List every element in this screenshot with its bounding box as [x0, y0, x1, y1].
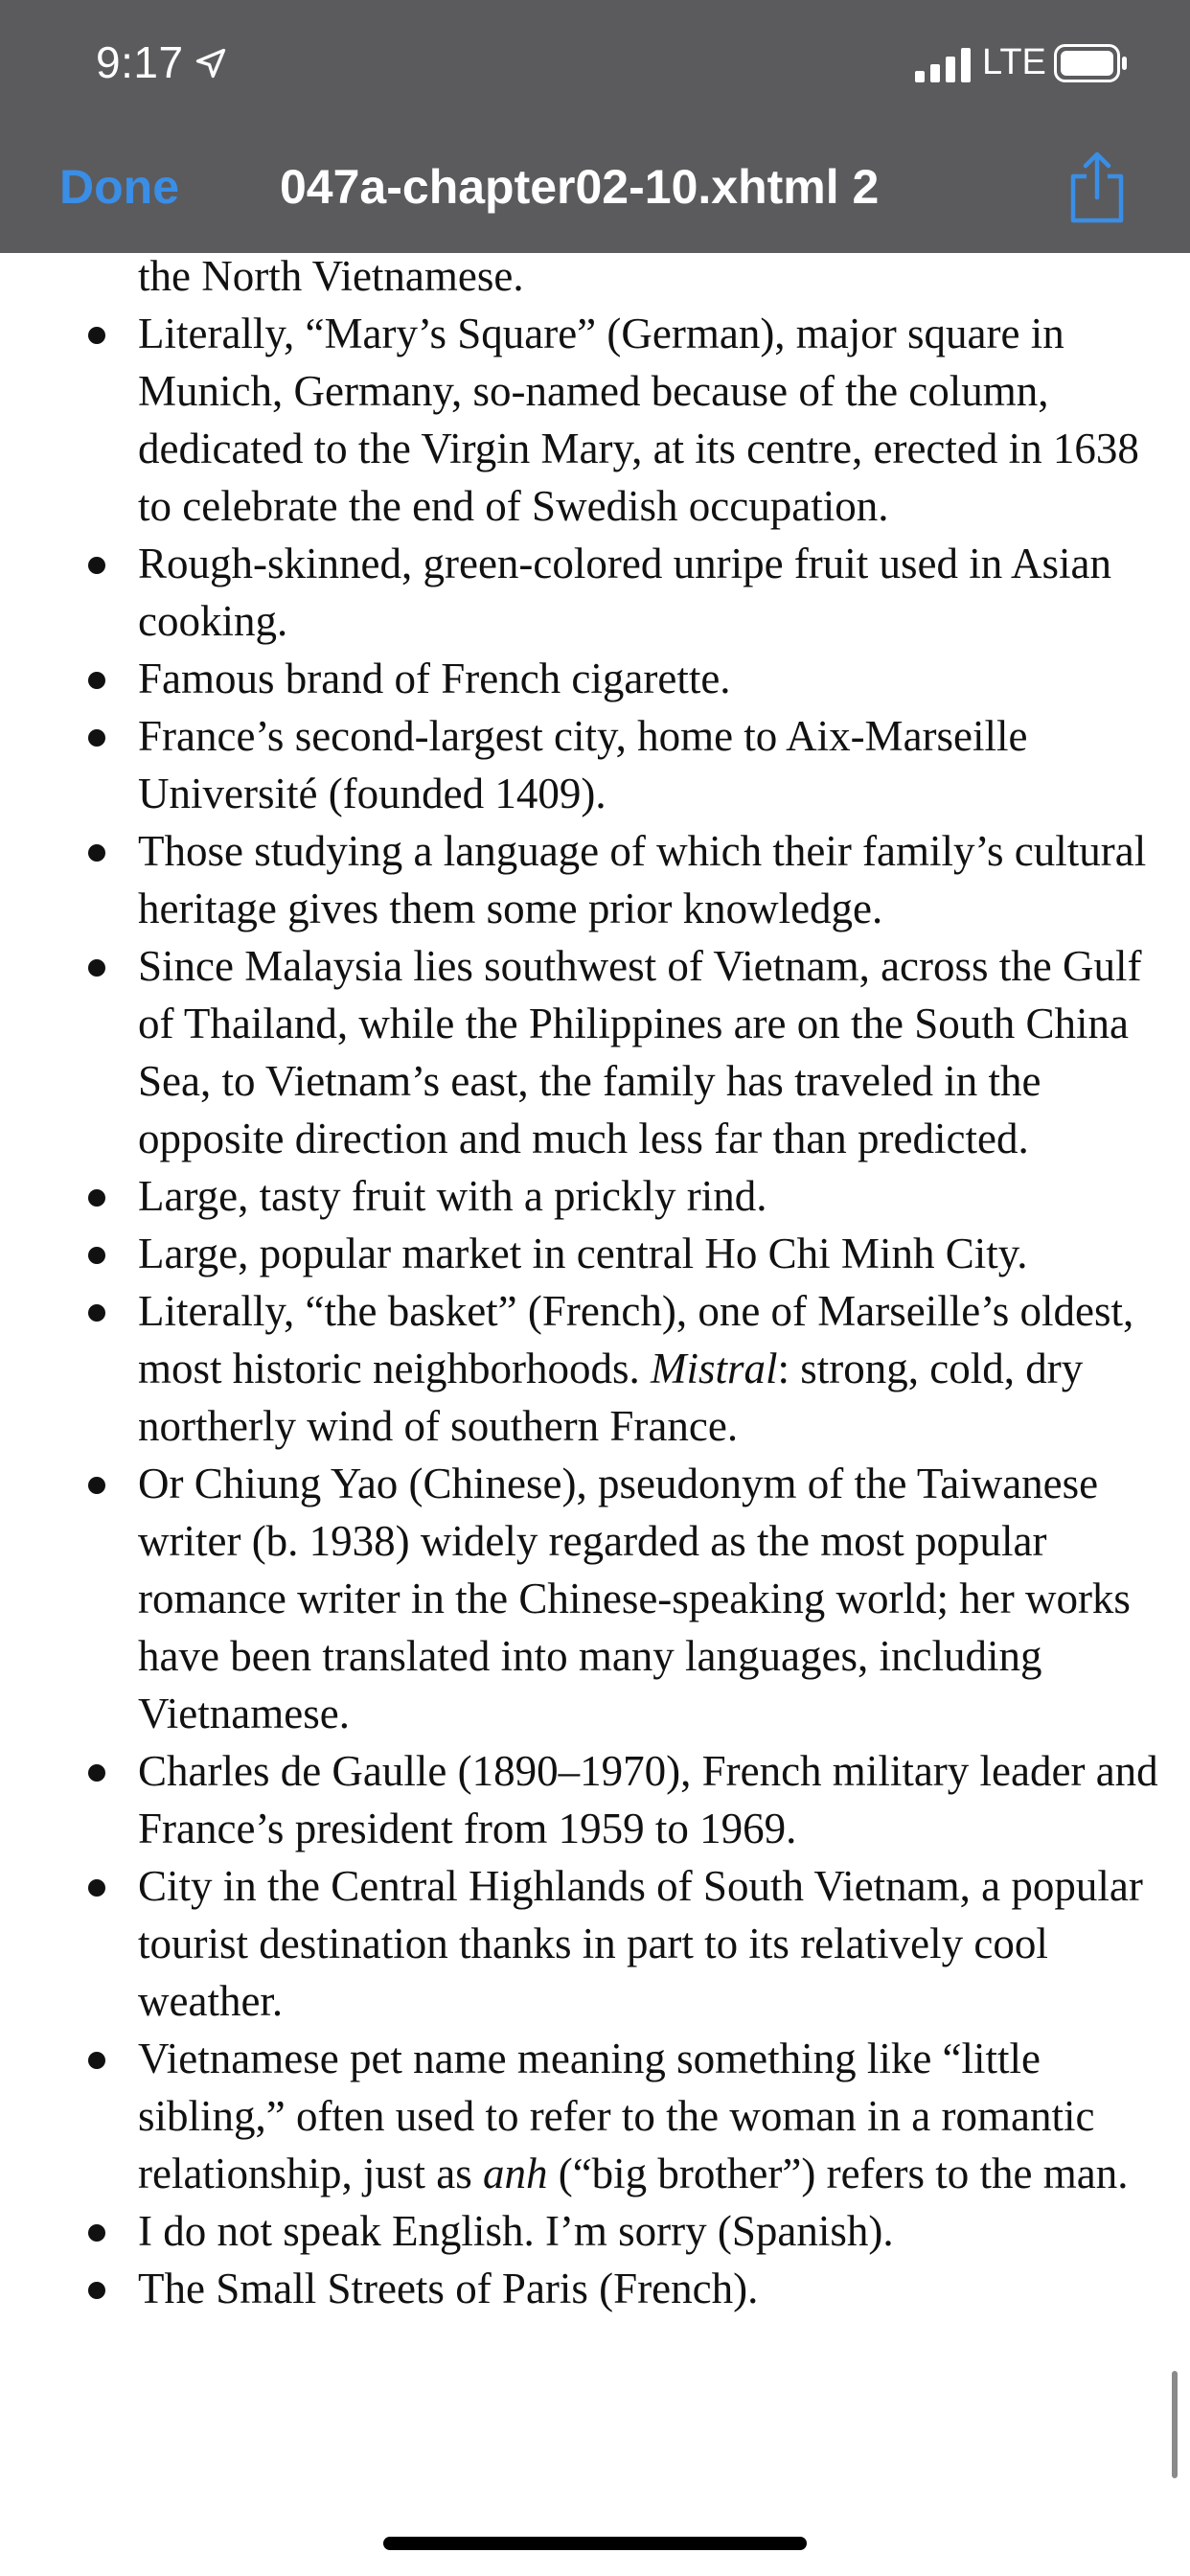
- continuation-text: the North Vietnamese.: [138, 253, 524, 300]
- note-text: (“big brother”) refers to the man.: [547, 2150, 1129, 2197]
- list-item: Large, tasty fruit with a prickly rind.: [0, 1167, 1190, 1225]
- home-indicator[interactable]: [383, 2537, 807, 2550]
- note-text: Vietnamese pet name meaning something like “little sibling,” often used to refer to the woman in a romantic relationship, just as: [138, 2035, 1095, 2197]
- list-item: Rough-skinned, green-colored unripe fruit used in Asian cooking.: [0, 535, 1190, 650]
- note-italic-term: anh: [482, 2150, 548, 2197]
- note-text: Literally, “the basket” (French), one of Marseille’s oldest, most historic neighborhoods.: [138, 1287, 1134, 1392]
- list-item: Those studying a language of which their family’s cultural heritage gives them some prior knowledge.: [0, 822, 1190, 937]
- scroll-indicator[interactable]: [1172, 2371, 1178, 2478]
- top-bar: [0, 0, 1190, 253]
- list-item: Literally, “Mary’s Square” (German), major square in Munich, Germany, so-named because of the column, dedicated to the Virgin Mary, at its centre, erected in 1638 to celebrate the end of Swedish occupation.: [0, 305, 1190, 535]
- share-icon[interactable]: [1065, 151, 1129, 224]
- document-title: 047a-chapter02-10.xhtml 2: [280, 160, 880, 214]
- network-label: LTE: [982, 42, 1046, 82]
- note-italic-term: Mistral: [650, 1345, 778, 1392]
- list-item: Large, popular market in central Ho Chi Minh City.: [0, 1225, 1190, 1282]
- signal-bars-icon: [915, 48, 974, 82]
- notes-list: [0, 305, 1190, 2317]
- done-button[interactable]: Done: [59, 160, 179, 214]
- document-content: [0, 253, 1190, 2515]
- list-item: Since Malaysia lies southwest of Vietnam, across the Gulf of Thailand, while the Philippines are on the South China Sea, to Vietnam’s east, the family has traveled in the opposite direction and much less far than predicted.: [0, 937, 1190, 1167]
- list-item: [0, 2030, 1190, 2202]
- location-arrow-icon: [194, 46, 228, 80]
- list-item: I do not speak English. I’m sorry (Spanish).: [0, 2202, 1190, 2260]
- list-item: City in the Central Highlands of South Vietnam, a popular tourist destination thanks in part to its relatively cool weather.: [0, 1857, 1190, 2030]
- status-time: 9:17: [96, 37, 184, 87]
- list-item: Charles de Gaulle (1890–1970), French military leader and France’s president from 1959 to 1969.: [0, 1742, 1190, 1857]
- list-item: France’s second-largest city, home to Aix-Marseille Université (founded 1409).: [0, 707, 1190, 822]
- list-item: [0, 1282, 1190, 1455]
- list-item: The Small Streets of Paris (French).: [0, 2260, 1190, 2317]
- list-item: Famous brand of French cigarette.: [0, 650, 1190, 707]
- note-text: : strong, cold, dry northerly wind of southern France.: [138, 1345, 1084, 1450]
- list-item: Or Chiung Yao (Chinese), pseudonym of the Taiwanese writer (b. 1938) widely regarded as the most popular romance writer in the Chinese-speaking world; her works have been translated into many languages, including Vietnamese.: [0, 1455, 1190, 1742]
- battery-icon: [1054, 44, 1129, 82]
